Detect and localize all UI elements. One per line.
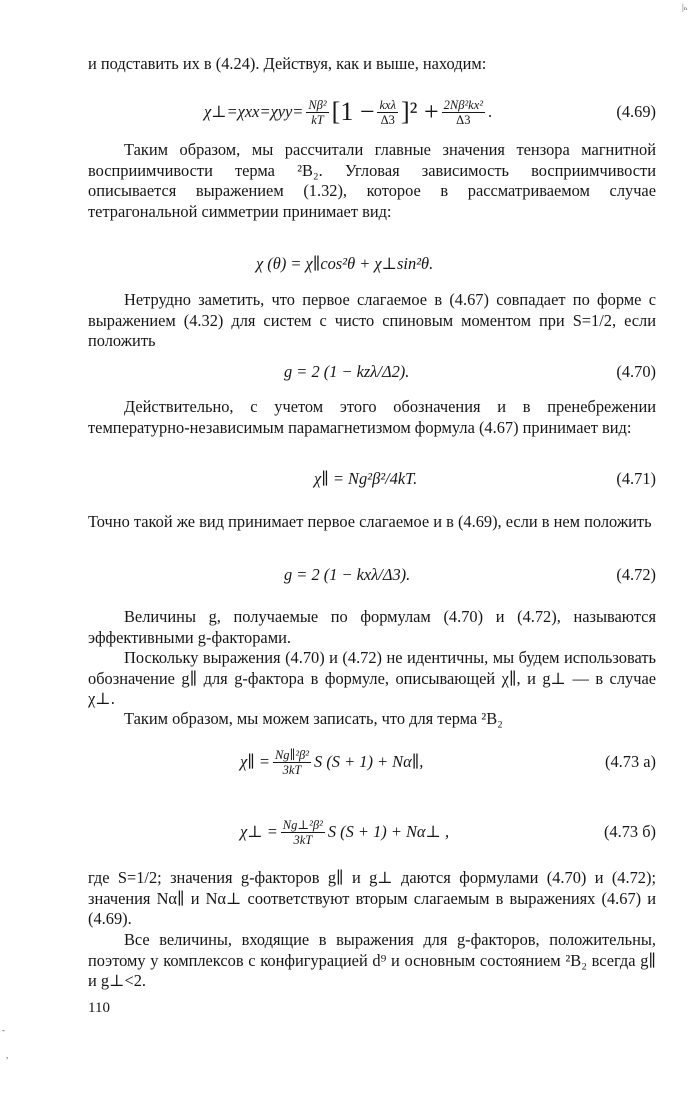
eq-469-bracket-close: ]² + [401, 97, 439, 126]
eq-473b-frac-den: 3kT [293, 832, 313, 847]
eq-469-frac-3-den: Δ3 [456, 112, 471, 127]
scan-mark-left-1: - [2, 1025, 5, 1035]
equation-number-4-72: (4.72) [616, 565, 656, 584]
paragraph-write-term: Таким образом, мы можем записать, что для терма ²B₂ [124, 709, 503, 728]
eq-473a-rhs: S (S + 1) + Nα∥, [314, 752, 424, 771]
equation-number-4-73b: (4.73 б) [603, 822, 656, 841]
eq-469-frac-1-num: Nβ² [308, 97, 327, 112]
equation-4-72 [88, 555, 656, 595]
eq-469-frac-1 [306, 98, 328, 127]
equation-4-73a-body [240, 742, 423, 782]
eq-473b-frac-num: Ng⊥²β² [282, 817, 323, 832]
eq-473a-frac-num: Ng∥²β² [274, 747, 310, 762]
equation-4-69 [88, 92, 656, 132]
eq-469-end: . [488, 102, 493, 121]
equation-4-73b [88, 812, 656, 852]
equation-number-4-70: (4.70) [616, 362, 656, 381]
eq-469-frac-3-num: 2Nβ²kx² [443, 97, 484, 112]
equation-4-70 [88, 352, 656, 392]
eq-469-frac-2-den: Δ3 [380, 112, 395, 127]
equation-4-71 [88, 459, 656, 499]
eq-473b-frac [281, 818, 325, 847]
eq-469-frac-3 [442, 98, 485, 127]
paragraph-intro: и подставить их в (4.24). Действуя, как и выше, находим: [88, 54, 487, 73]
equation-4-70-body: g = 2 (1 − kzλ/Δ2). [284, 362, 410, 381]
equation-chi-theta-body: χ (θ) = χ∥cos²θ + χ⊥sin²θ. [256, 254, 434, 273]
scan-mark-left-2: , [6, 1050, 9, 1060]
scan-mark-top: |ₙ [682, 2, 688, 12]
equation-4-73b-body [240, 812, 449, 852]
eq-473a-lhs: χ∥ = [240, 752, 270, 771]
eq-473b-lhs: χ⊥ = [240, 822, 278, 841]
equation-4-69-body [204, 92, 492, 132]
eq-469-bracket-open: [1 − [331, 97, 375, 126]
eq-469-lhs: χ⊥=χxx=χyy= [204, 102, 304, 121]
paragraph-effective-g: Величины g, получаемые по формулам (4.70) и (4.72), называются эффективными g-факторами. [88, 607, 656, 647]
paragraph-where-s: где S=1/2; значения g-факторов g∥ и g⊥ даются формулами (4.70) и (4.72); значения Nα∥ и Nα⊥ соответствуют вторым слагаемым в выражениях (4.67) и (4.69). [88, 868, 656, 928]
equation-number-4-71: (4.71) [616, 469, 656, 488]
equation-4-73a [88, 742, 656, 782]
paragraph-tensor: Таким образом, мы рассчитали главные значения тензора магнитной восприимчивости терма ²B₂. Угловая зависимость восприимчивости описывается выражением (1.32), которое в рассматриваемом случае тетрагональной симметрии принимает вид: [88, 140, 656, 221]
equation-chi-theta [88, 244, 656, 284]
equation-4-71-body: χ∥ = Ng²β²/4kT. [314, 469, 418, 488]
eq-469-frac-2-num: kxλ [379, 97, 396, 112]
paragraph-not-identical: Поскольку выражения (4.70) и (4.72) не идентичны, мы будем использовать обозначение g∥ для g-фактора в формуле, описывающей χ∥, и g⊥ — в случае χ⊥. [88, 648, 656, 708]
paragraph-spin: Нетрудно заметить, что первое слагаемое в (4.67) совпадает по форме с выражением (4.32) для систем с чисто спиновым моментом при S=1/2, если положить [88, 290, 656, 350]
equation-number-4-69: (4.69) [616, 102, 656, 121]
eq-473b-rhs: S (S + 1) + Nα⊥ , [327, 822, 450, 841]
paragraph-all-positive: Все величины, входящие в выражения для g-факторов, положительны, поэтому у комплексов с конфигурацией d⁹ и основным состоянием ²B₂ всегда g∥ и g⊥<2. [88, 930, 656, 990]
eq-473a-frac-den: 3kT [282, 762, 302, 777]
equation-4-72-body: g = 2 (1 − kxλ/Δ3). [284, 565, 411, 584]
paragraph-notation: Действительно, с учетом этого обозначения и в пренебрежении температурно-независимым парамагнетизмом формула (4.67) принимает вид: [88, 397, 656, 437]
paragraph-same-form: Точно такой же вид принимает первое слагаемое и в (4.69), если в нем положить [88, 512, 652, 531]
equation-number-4-73a: (4.73 а) [605, 752, 656, 771]
eq-473a-frac [273, 748, 311, 777]
eq-469-frac-1-den: kT [311, 112, 324, 127]
eq-469-frac-2 [377, 98, 398, 127]
page-number: 110 [88, 1000, 110, 1016]
